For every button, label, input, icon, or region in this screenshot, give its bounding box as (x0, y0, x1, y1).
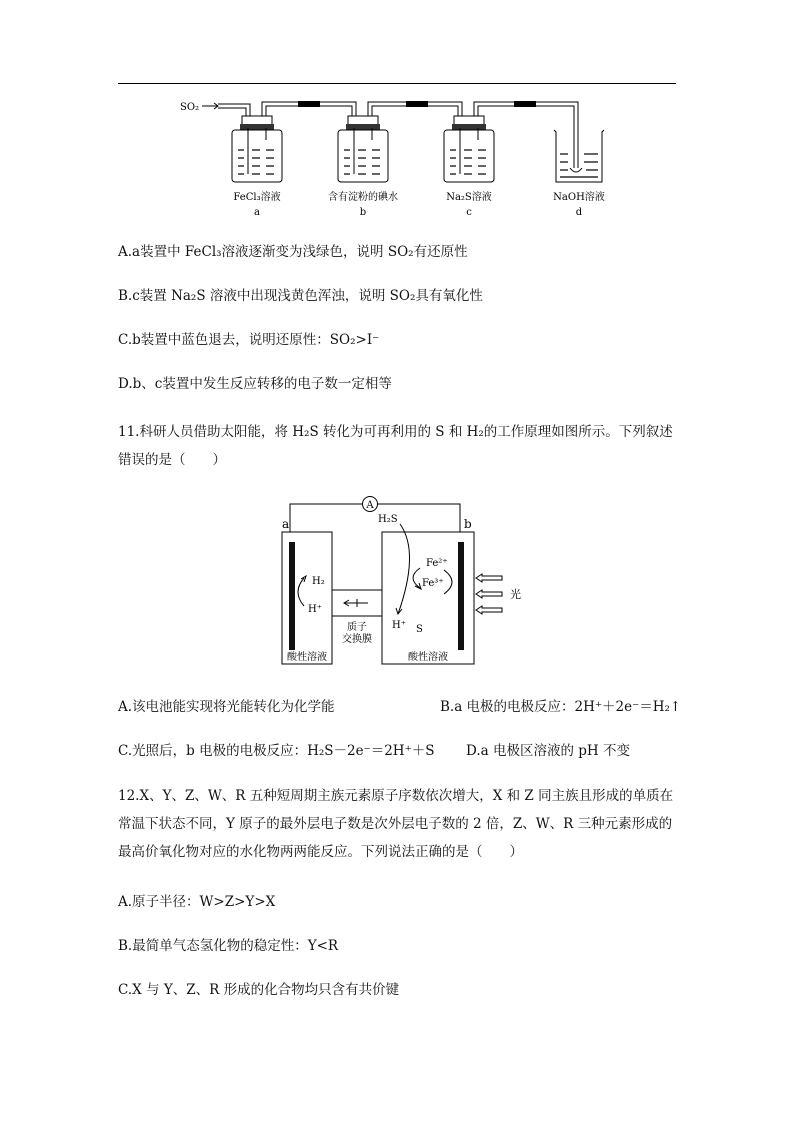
label-b-solution: 含有淀粉的碘水 (328, 192, 398, 203)
light-label: 光 (510, 588, 521, 601)
q12-option-a: A.原子半径：W>Z>Y>X (118, 894, 276, 910)
h2s-label: H₂S (378, 514, 398, 525)
hplus-right-label: H⁺ (392, 620, 406, 631)
hplus-left-label: H⁺ (308, 604, 322, 615)
so2-inlet-label: SO₂ (180, 102, 200, 113)
q11-option-c: C.光照后，b 电极的电极反应：H₂S－2e⁻＝2H⁺＋S (118, 743, 435, 759)
label-a-solution: FeCl₃溶液 (233, 192, 281, 203)
fe3-label: Fe³⁺ (422, 578, 444, 589)
ammeter-label: A (366, 500, 374, 511)
beaker-d (554, 130, 604, 182)
q11-stem: 11.科研人员借助太阳能，将 H₂S 转化为可再利用的 S 和 H₂的工作原理如图所示。下列叙述错误的是（ ） (118, 424, 673, 468)
bottle-c (444, 116, 494, 182)
label-d-letter: d (575, 207, 583, 218)
q10-option-d: D.b、c装置中发生反应转移的电子数一定相等 (118, 376, 392, 392)
q11-option-b: B.a 电极的电极反应：2H⁺＋2e⁻＝H₂↑ (440, 699, 682, 715)
q11-option-a: A.该电池能实现将光能转化为化学能 (118, 699, 335, 715)
light-arrows (476, 574, 502, 614)
membrane-label-1: 质子 (347, 622, 367, 633)
label-d-solution: NaOH溶液 (553, 192, 605, 203)
q11-option-d: D.a 电极区溶液的 pH 不变 (466, 743, 630, 759)
q12-option-b: B.最简单气态氢化物的稳定性：Y<R (118, 938, 339, 954)
fe2-label: Fe²⁺ (426, 558, 448, 569)
membrane-label-2: 交换膜 (342, 634, 372, 645)
label-c-solution: Na₂S溶液 (446, 192, 492, 203)
bottle-b (338, 116, 388, 182)
q10-option-b: B.c装置 Na₂S 溶液中出现浅黄色浑浊，说明 SO₂具有氧化性 (118, 288, 483, 304)
electrode-a (289, 542, 295, 650)
q12-stem: 12.X、Y、Z、W、R 五种短周期主族元素原子序数依次增大，X 和 Z 同主族且形成的单质在常温下状态不同，Y 原子的最外层电子数是次外层电子数的 2 倍，Z、W、R 三种元素形成的最高价氧化物对应的水化物两两能反应。下列说法正确的是（ ） (118, 788, 674, 860)
label-b-letter: b (359, 207, 367, 218)
sulfur-label: S (416, 624, 423, 635)
q10-option-c: C.b装置中蓝色退去，说明还原性：SO₂>I⁻ (118, 332, 380, 348)
label-a-letter: a (254, 207, 260, 218)
bottle-a (232, 116, 282, 182)
q10-option-a: A.a装置中 FeCl₃溶液逐渐变为浅绿色，说明 SO₂有还原性 (118, 244, 468, 260)
h2-label: H₂ (312, 576, 325, 587)
label-c-letter: c (466, 207, 472, 218)
electrode-b (458, 542, 464, 650)
right-solution-label: 酸性溶液 (408, 652, 448, 663)
solar-cell-diagram (270, 492, 530, 672)
top-rule (118, 83, 676, 84)
q12-option-c: C.X 与 Y、Z、R 形成的化合物均只含有共价键 (118, 982, 400, 998)
so2-apparatus-diagram (170, 88, 610, 218)
electrode-a-label: a (282, 517, 290, 531)
left-solution-label: 酸性溶液 (287, 652, 327, 663)
electrode-b-label: b (464, 517, 472, 531)
